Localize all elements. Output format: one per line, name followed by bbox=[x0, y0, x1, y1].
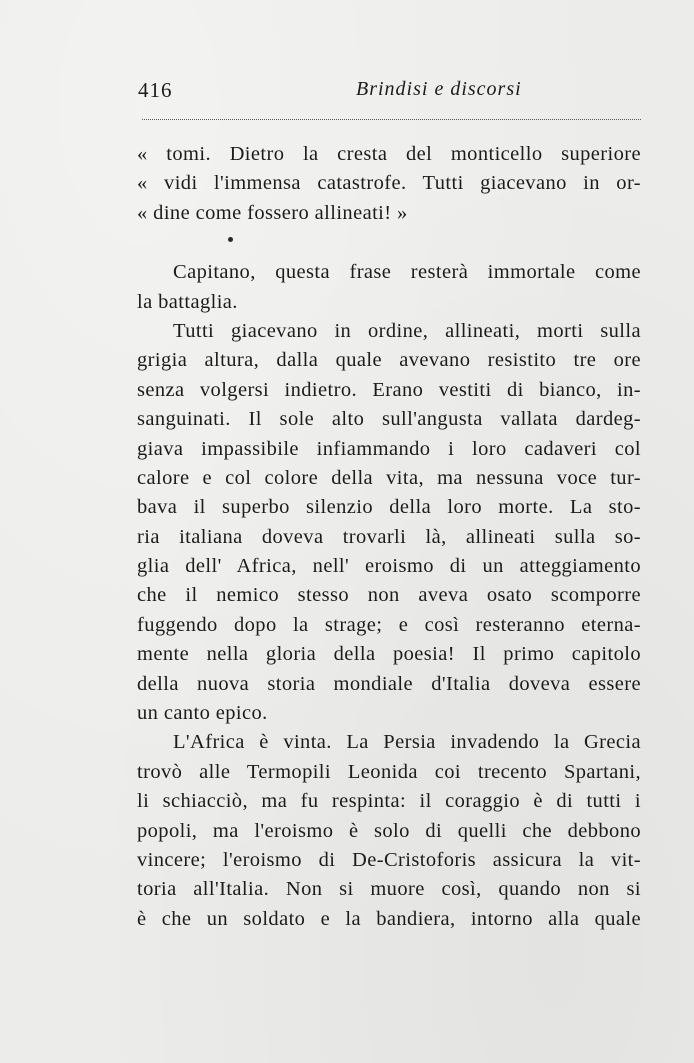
text-line: glia dell' Africa, nell' eroismo di un atteggiamento bbox=[137, 555, 641, 578]
text-line: senza volgersi indietro. Erano vestiti di bianco, in- bbox=[137, 378, 641, 401]
text-line: un canto epico. bbox=[137, 702, 268, 725]
text-line: Capitano, questa frase resterà immortale come bbox=[173, 261, 641, 284]
text-line: grigia altura, dalla quale avevano resistito tre ore bbox=[137, 349, 641, 372]
section-gap bbox=[137, 228, 641, 258]
text-line: « tomi. Dietro la cresta del monticello superiore bbox=[137, 143, 641, 165]
text-line: è che un soldato e la bandiera, intorno alla quale bbox=[137, 907, 641, 930]
text-line: giava impassibile infiammando i loro cadaveri col bbox=[137, 437, 641, 460]
text-line: « dine come fossero allineati! » bbox=[137, 201, 408, 224]
text-line: ria italiana doveva trovarli là, allineati sulla so- bbox=[137, 525, 641, 548]
text-line: vincere; l'eroismo di De-Cristoforis assicura la vit- bbox=[137, 848, 641, 871]
text-line: popoli, ma l'eroismo è solo di quelli che debbono bbox=[137, 819, 641, 842]
text-line: L'Africa è vinta. La Persia invadendo la Grecia bbox=[173, 731, 641, 754]
text-line: sanguinati. Il sole alto sull'angusta vallata dardeg- bbox=[137, 408, 641, 431]
text-line: trovò alle Termopili Leonida coi trecento Spartani, bbox=[137, 760, 641, 783]
body-text bbox=[137, 140, 641, 934]
ink-dot bbox=[228, 237, 233, 242]
text-line: calore e col colore della vita, ma nessuna voce tur- bbox=[137, 466, 641, 489]
text-line: toria all'Italia. Non si muore così, quando non si bbox=[137, 878, 641, 901]
header-rule bbox=[142, 119, 641, 120]
text-line: Tutti giacevano in ordine, allineati, morti sulla bbox=[173, 319, 641, 342]
text-line: mente nella gloria della poesia! Il primo capitolo bbox=[137, 643, 641, 666]
text-line: « vidi l'immensa catastrofe. Tutti giacevano in or- bbox=[137, 172, 641, 195]
text-line: la battaglia. bbox=[137, 290, 238, 313]
page-number: 416 bbox=[138, 78, 173, 102]
running-title: Brindisi e discorsi bbox=[356, 78, 522, 100]
text-line: fuggendo dopo la strage; e così resteranno eterna- bbox=[137, 613, 641, 636]
text-line: della nuova storia mondiale d'Italia doveva essere bbox=[137, 672, 641, 695]
text-line: bava il superbo silenzio della loro morte. La sto- bbox=[137, 496, 641, 519]
running-head bbox=[130, 72, 640, 108]
text-line: li schiacciò, ma fu respinta: il coraggio è di tutti i bbox=[137, 790, 641, 813]
text-line: che il nemico stesso non aveva osato scomporre bbox=[137, 584, 641, 607]
